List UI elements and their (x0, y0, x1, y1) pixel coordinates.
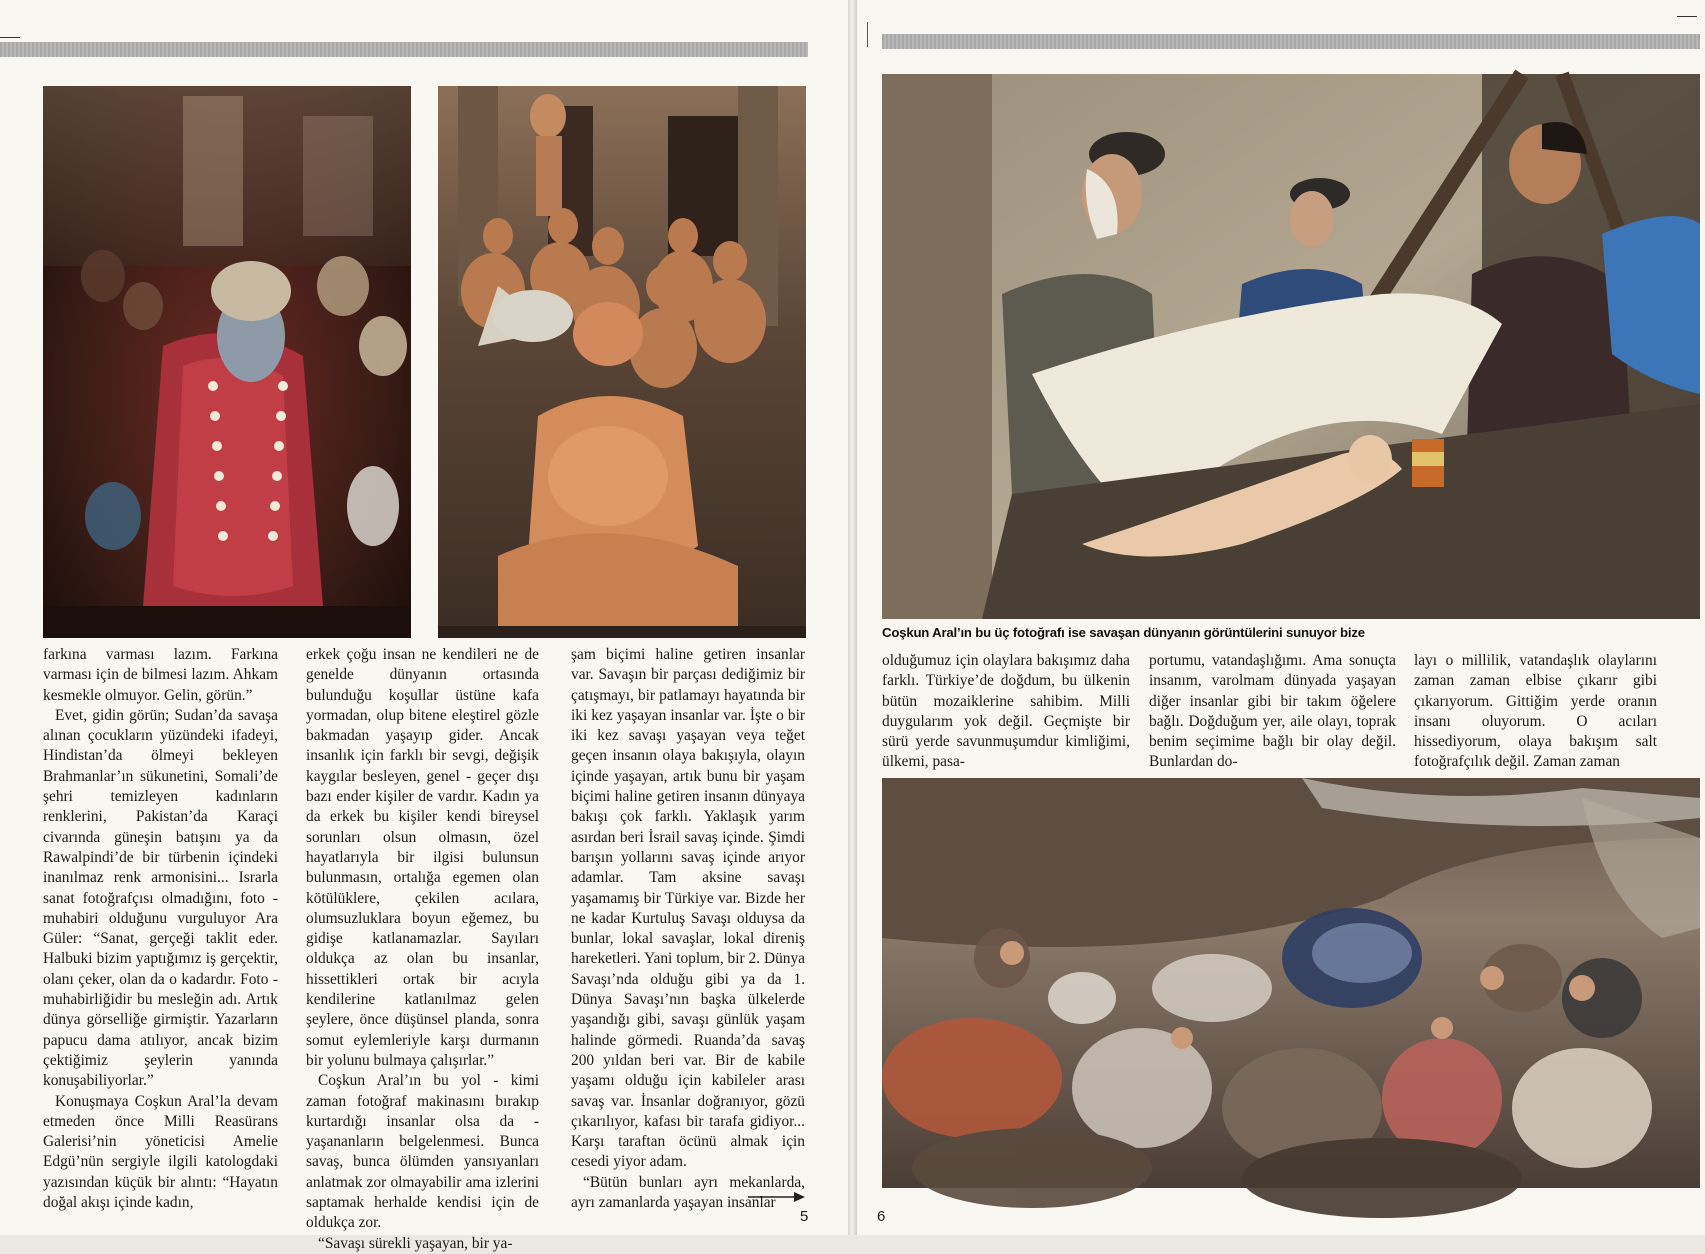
text-column-3 (571, 645, 805, 1212)
crop-mark (1677, 16, 1697, 17)
text-column-2 (306, 645, 539, 1252)
photo-child-shroud (882, 74, 1700, 619)
paragraph: şam biçimi haline getiren insanlar var. Savaşın bir parçası dediğimiz bir çatışmayı, bir patlamayı hayatında bir iki kez yaşayan insanlar var. İşte o bir iki kez savaşı yaşayan veya teğet geçen insanın olaya bakışıyla, olayın içinde yaşayan, artık bunu bir yaşam biçimi haline getiren insanın dünyaya bakışı çok farklı. Yaklaşık yarım asırdan beri İsrail savaş içinde. Şimdi barışın yollarını savaş içinde arıyor adamlar. Tam aksine savaşı yaşamamış bir Türkiye var. Bizde her ne kadar Kurtuluş Savaşı olduysa da bunlar, lokal savaşlar, lokal direniş hareketleri. Yani toplum, bir 2. Dünya Savaşı’nda olduğu gibi ya da 1. Dünya Savaşı’nın başka ülkelerde yaşandığı gibi, savaşı günlük yaşam halinde görmedi. Ruanda’da savaş 200 yıldan beri var. Bir de kabile yaşamı olduğu için kabileler arası savaş var. İnsanlar doğranıyor, gözü çıkarılıyor, kafası bir tarafa gidiyor... Karşı taraftan öcünü almak için cesedi yiyor adam. (571, 646, 805, 1171)
paragraph: Konuşmaya Coşkun Aral’la devam etmeden önce Milli Reasürans Galerisi’nin yöneticisi Amelie Edgü’nün sergiyle ilgili katologdaki yazısından küçük bir alıntı: “Hayatın doğal akışı içinde kadın, (43, 1092, 278, 1212)
spine-gutter (848, 0, 857, 1235)
paragraph: Coşkun Aral’ın bu yol - kimi zaman fotoğraf makinasını bırakıp kurtardığı insanlar olsa da - yaşananların belgelenmesi. Bunca savaş, bunca ölümden yansıyanları anlatmak zor olmayabilir ama izlerini saptamak herhalde kendisi için de oldukça zor. (306, 1072, 539, 1232)
crop-mark (867, 22, 868, 47)
text-column-2 (1149, 651, 1396, 771)
photo-brahmins-seated (438, 86, 806, 638)
text-column-1 (882, 651, 1130, 771)
paragraph: olduğumuz için olaylara bakışımız daha farklı. Türkiye’de doğdum, bu ülkenin bütün mozaiklerine sahibim. Milli duygularım yok değil. Geçmişte bir sürü yerde savunmuşumdur kimliğimi, ülkemi, pasa- (882, 652, 1130, 771)
photo-refugee-crowd (882, 778, 1700, 1188)
right-page (857, 0, 1705, 1235)
header-band (0, 42, 808, 57)
text-column-3 (1414, 651, 1657, 771)
paragraph: “Bütün bunları ayrı mekanlarda, ayrı zamanlarda yaşayan insanlar (571, 1173, 805, 1212)
paragraph: erkek çoğu insan ne kendileri ne de genelde dünyanın ortasında bulunduğu koşullar üstüne kafa yormadan, olup bitene eleştirel gözle bakmadan yaşayıp gider. Ancak insanlık için farklı bir sevgi, değişik kaygılar besleyen, genel - geçer dışı bazı ender kişiler de vardır. Kadın ya da erkek bu kişiler kendi bireysel sorunları olsun olmasın, özel hayatlarıyla bir ilgisi bulunsun bulunmasın, ortalığa egemen olan kötülüklere, çekilen acılara, olumsuzluklara boyun eğemez, bu gidişe katlanamazlar. Sayıları oldukça az olan bu insanlar, hissettikleri ortak bir acıyla kendilerine katlanılmaz gelen şeylere, önce düşünsel planda, sonra somut eylemleriyle karşı durmanın bir yolunu bulmaya çalışırlar.” (306, 646, 539, 1069)
page-number: 6 (877, 1208, 886, 1225)
photo-caption: Coşkun Aral’ın bu üç fotoğrafı ise savaşan dünyanın görüntülerini sunuyor bize (882, 625, 1365, 640)
photo-festival-procession (43, 86, 411, 638)
page-number: 5 (800, 1208, 809, 1225)
crop-mark (0, 37, 20, 38)
text-column-1 (43, 645, 278, 1212)
continue-arrow-icon (748, 1190, 806, 1204)
left-page (0, 0, 848, 1252)
paragraph: portumu, vatandaşlığımı. Ama sonuçta insanım, varolmam dünyada yaşayan diğer insanlar gibi bir takım öğelere bağlı. Doğduğum yer, aile olayı, toprak benim seçimime bağlı bir olay değil. Bunlardan do- (1149, 652, 1396, 771)
paragraph: layı o millilik, vatandaşlık olaylarını zaman zaman elbise çıkarır gibi çıkarıyorum. Gittiğim yerde oranın insanı oluyorum. O acıları hissediyorum, olaya bakışım salt fotoğrafçılık değil. Zaman zaman (1414, 652, 1657, 771)
paragraph: “Savaşı sürekli yaşayan, bir ya- (318, 1234, 513, 1252)
paragraph: Evet, gidin görün; Sudan’da savaşa alınan çocukların yüzündeki ifadeyi, Hindistan’da ölmeyi bekleyen Brahmanlar’ın sükunetini, Somali’de şehri temizleyen kadınların renklerini, Pakistan’da Karaçi civarında güneşin batışını ya da Rawalpindi’de bir türbenin içindeki inanılmaz renk armonisini... Israrla sanat fotoğrafçısı olmadığını, foto - muhabiri olduğunu vurguluyor Ara Güler: “Sanat, gerçeği taklit eder. Halbuki bizim yaptığımız iş gerçektir, olanı çeker, olan da o kadardır. Foto - muhabirliğidir bu mesleğin adı. Artık dünya görselliğe girmiştir. Yazarların papucu dama atılıyor, ancak bizim çektiğimiz şeylerin yanında konuşabiliyorlar.” (43, 706, 278, 1090)
header-band (882, 34, 1700, 49)
paragraph: farkına varması lazım. Farkına varması için de bilmesi lazım. Ahkam kesmekle olmuyor. Gelin, görün.” (43, 646, 278, 704)
